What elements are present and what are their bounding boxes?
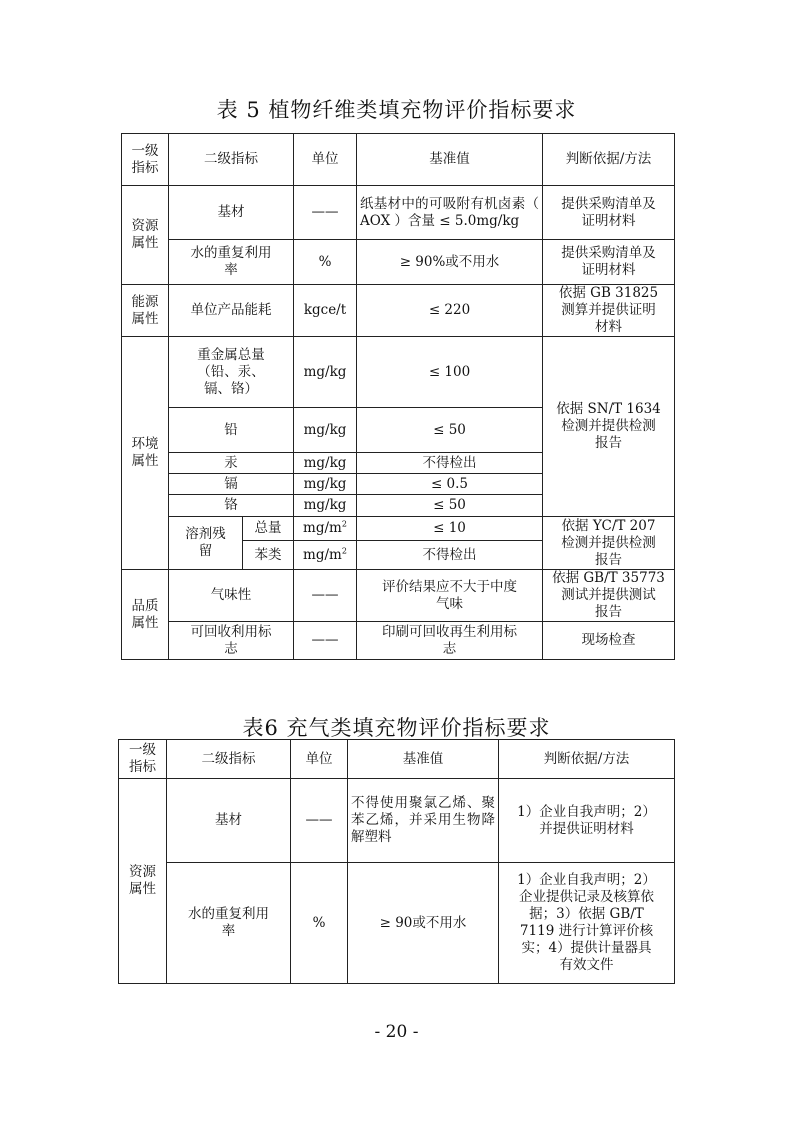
indicator-value: 纸基材中的可吸附有机卤素（ AOX ）含量 ≤ 5.0mg/kg [357, 186, 543, 240]
indicator-method: 依据 SN/T 1634 检测并提供检测 报告 [543, 337, 675, 517]
indicator-unit: $mg/m^2$ [294, 517, 357, 541]
indicator-unit: kgce/t [294, 285, 357, 337]
indicator-name: 基材 [167, 779, 291, 863]
indicator-unit: mg/kg [294, 337, 357, 408]
table6-header-row [119, 740, 675, 779]
header-level1: 一级 指标 [119, 740, 167, 779]
indicator-method: 1）企业自我声明；2） 企业提供记录及核算依 据；3）依据 GB/T 7119 进行计算评价核 实；4）提供计量器具 有效文件 [499, 863, 675, 984]
indicator-name: 单位产品能耗 [169, 285, 294, 337]
header-level2: 二级指标 [169, 134, 294, 186]
table6 [118, 739, 675, 984]
header-unit: 单位 [291, 740, 348, 779]
indicator-name: 重金属总量 （铅、汞、 镉、铬） [169, 337, 294, 408]
header-level2: 二级指标 [167, 740, 291, 779]
indicator-value: ≤ 50 [357, 495, 543, 517]
indicator-unit: % [294, 240, 357, 285]
indicator-value: ≥ 90%或不用水 [357, 240, 543, 285]
indicator-name: 溶剂残 留 [169, 517, 243, 570]
header-method: 判断依据/方法 [499, 740, 675, 779]
header-unit: 单位 [294, 134, 357, 186]
table-row [119, 779, 675, 863]
indicator-method: 现场检查 [543, 622, 675, 660]
table-row [122, 337, 675, 408]
indicator-value: ≤ 0.5 [357, 474, 543, 495]
indicator-unit: mg/kg [294, 453, 357, 474]
indicator-value: 不得检出 [357, 453, 543, 474]
indicator-unit: $mg/m^2$ [294, 541, 357, 570]
table-row [122, 517, 675, 541]
indicator-method: 依据 YC/T 207 检测并提供检测 报告 [543, 517, 675, 570]
indicator-name: 气味性 [169, 570, 294, 622]
table5-title: 表 5 植物纤维类填充物评价指标要求 [216, 98, 577, 122]
indicator-method: 提供采购清单及 证明材料 [543, 240, 675, 285]
indicator-value: 印刷可回收再生利用标 志 [357, 622, 543, 660]
indicator-name: 水的重复利用 率 [167, 863, 291, 984]
indicator-subname: 总量 [243, 517, 294, 541]
indicator-name: 水的重复利用 率 [169, 240, 294, 285]
indicator-method: 依据 GB 31825 测算并提供证明 材料 [543, 285, 675, 337]
indicator-value: ≤ 10 [357, 517, 543, 541]
indicator-unit: mg/kg [294, 408, 357, 453]
table5 [121, 133, 675, 660]
header-level1: 一级 指标 [122, 134, 169, 186]
indicator-value: 不得检出 [357, 541, 543, 570]
indicator-unit: —— [294, 622, 357, 660]
indicator-name: 汞 [169, 453, 294, 474]
table5-header-row [122, 134, 675, 186]
table-row [122, 622, 675, 660]
group-env: 环境 属性 [122, 337, 169, 570]
group-quality: 品质 属性 [122, 570, 169, 660]
indicator-name: 基材 [169, 186, 294, 240]
table-row [122, 570, 675, 622]
page-number: - 20 - [374, 1022, 419, 1042]
indicator-subname: 苯类 [243, 541, 294, 570]
header-criterion: 基准值 [348, 740, 499, 779]
indicator-unit: —— [294, 570, 357, 622]
group-resource: 资源 属性 [122, 186, 169, 285]
table-row [122, 240, 675, 285]
table6-title: 表6 充气类填充物评价指标要求 [242, 716, 551, 740]
header-criterion: 基准值 [357, 134, 543, 186]
indicator-unit: —— [291, 779, 348, 863]
indicator-value: 不得使用聚氯乙烯、聚苯乙烯，并采用生物降解塑料 [348, 779, 499, 863]
indicator-method: 依据 GB/T 35773 测试并提供测试 报告 [543, 570, 675, 622]
indicator-method: 1）企业自我声明；2） 并提供证明材料 [499, 779, 675, 863]
indicator-value: ≤ 100 [357, 337, 543, 408]
table-row [122, 285, 675, 337]
indicator-value: ≥ 90或不用水 [348, 863, 499, 984]
group-energy: 能源 属性 [122, 285, 169, 337]
table-row [119, 863, 675, 984]
indicator-unit: mg/kg [294, 474, 357, 495]
indicator-name: 镉 [169, 474, 294, 495]
indicator-value: ≤ 50 [357, 408, 543, 453]
indicator-name: 铬 [169, 495, 294, 517]
indicator-name: 可回收利用标 志 [169, 622, 294, 660]
group-resource: 资源 属性 [119, 779, 167, 984]
indicator-value: ≤ 220 [357, 285, 543, 337]
indicator-unit: —— [294, 186, 357, 240]
table-row [122, 186, 675, 240]
indicator-name: 铅 [169, 408, 294, 453]
indicator-unit: % [291, 863, 348, 984]
indicator-value: 评价结果应不大于中度 气味 [357, 570, 543, 622]
header-method: 判断依据/方法 [543, 134, 675, 186]
indicator-method: 提供采购清单及 证明材料 [543, 186, 675, 240]
indicator-unit: mg/kg [294, 495, 357, 517]
